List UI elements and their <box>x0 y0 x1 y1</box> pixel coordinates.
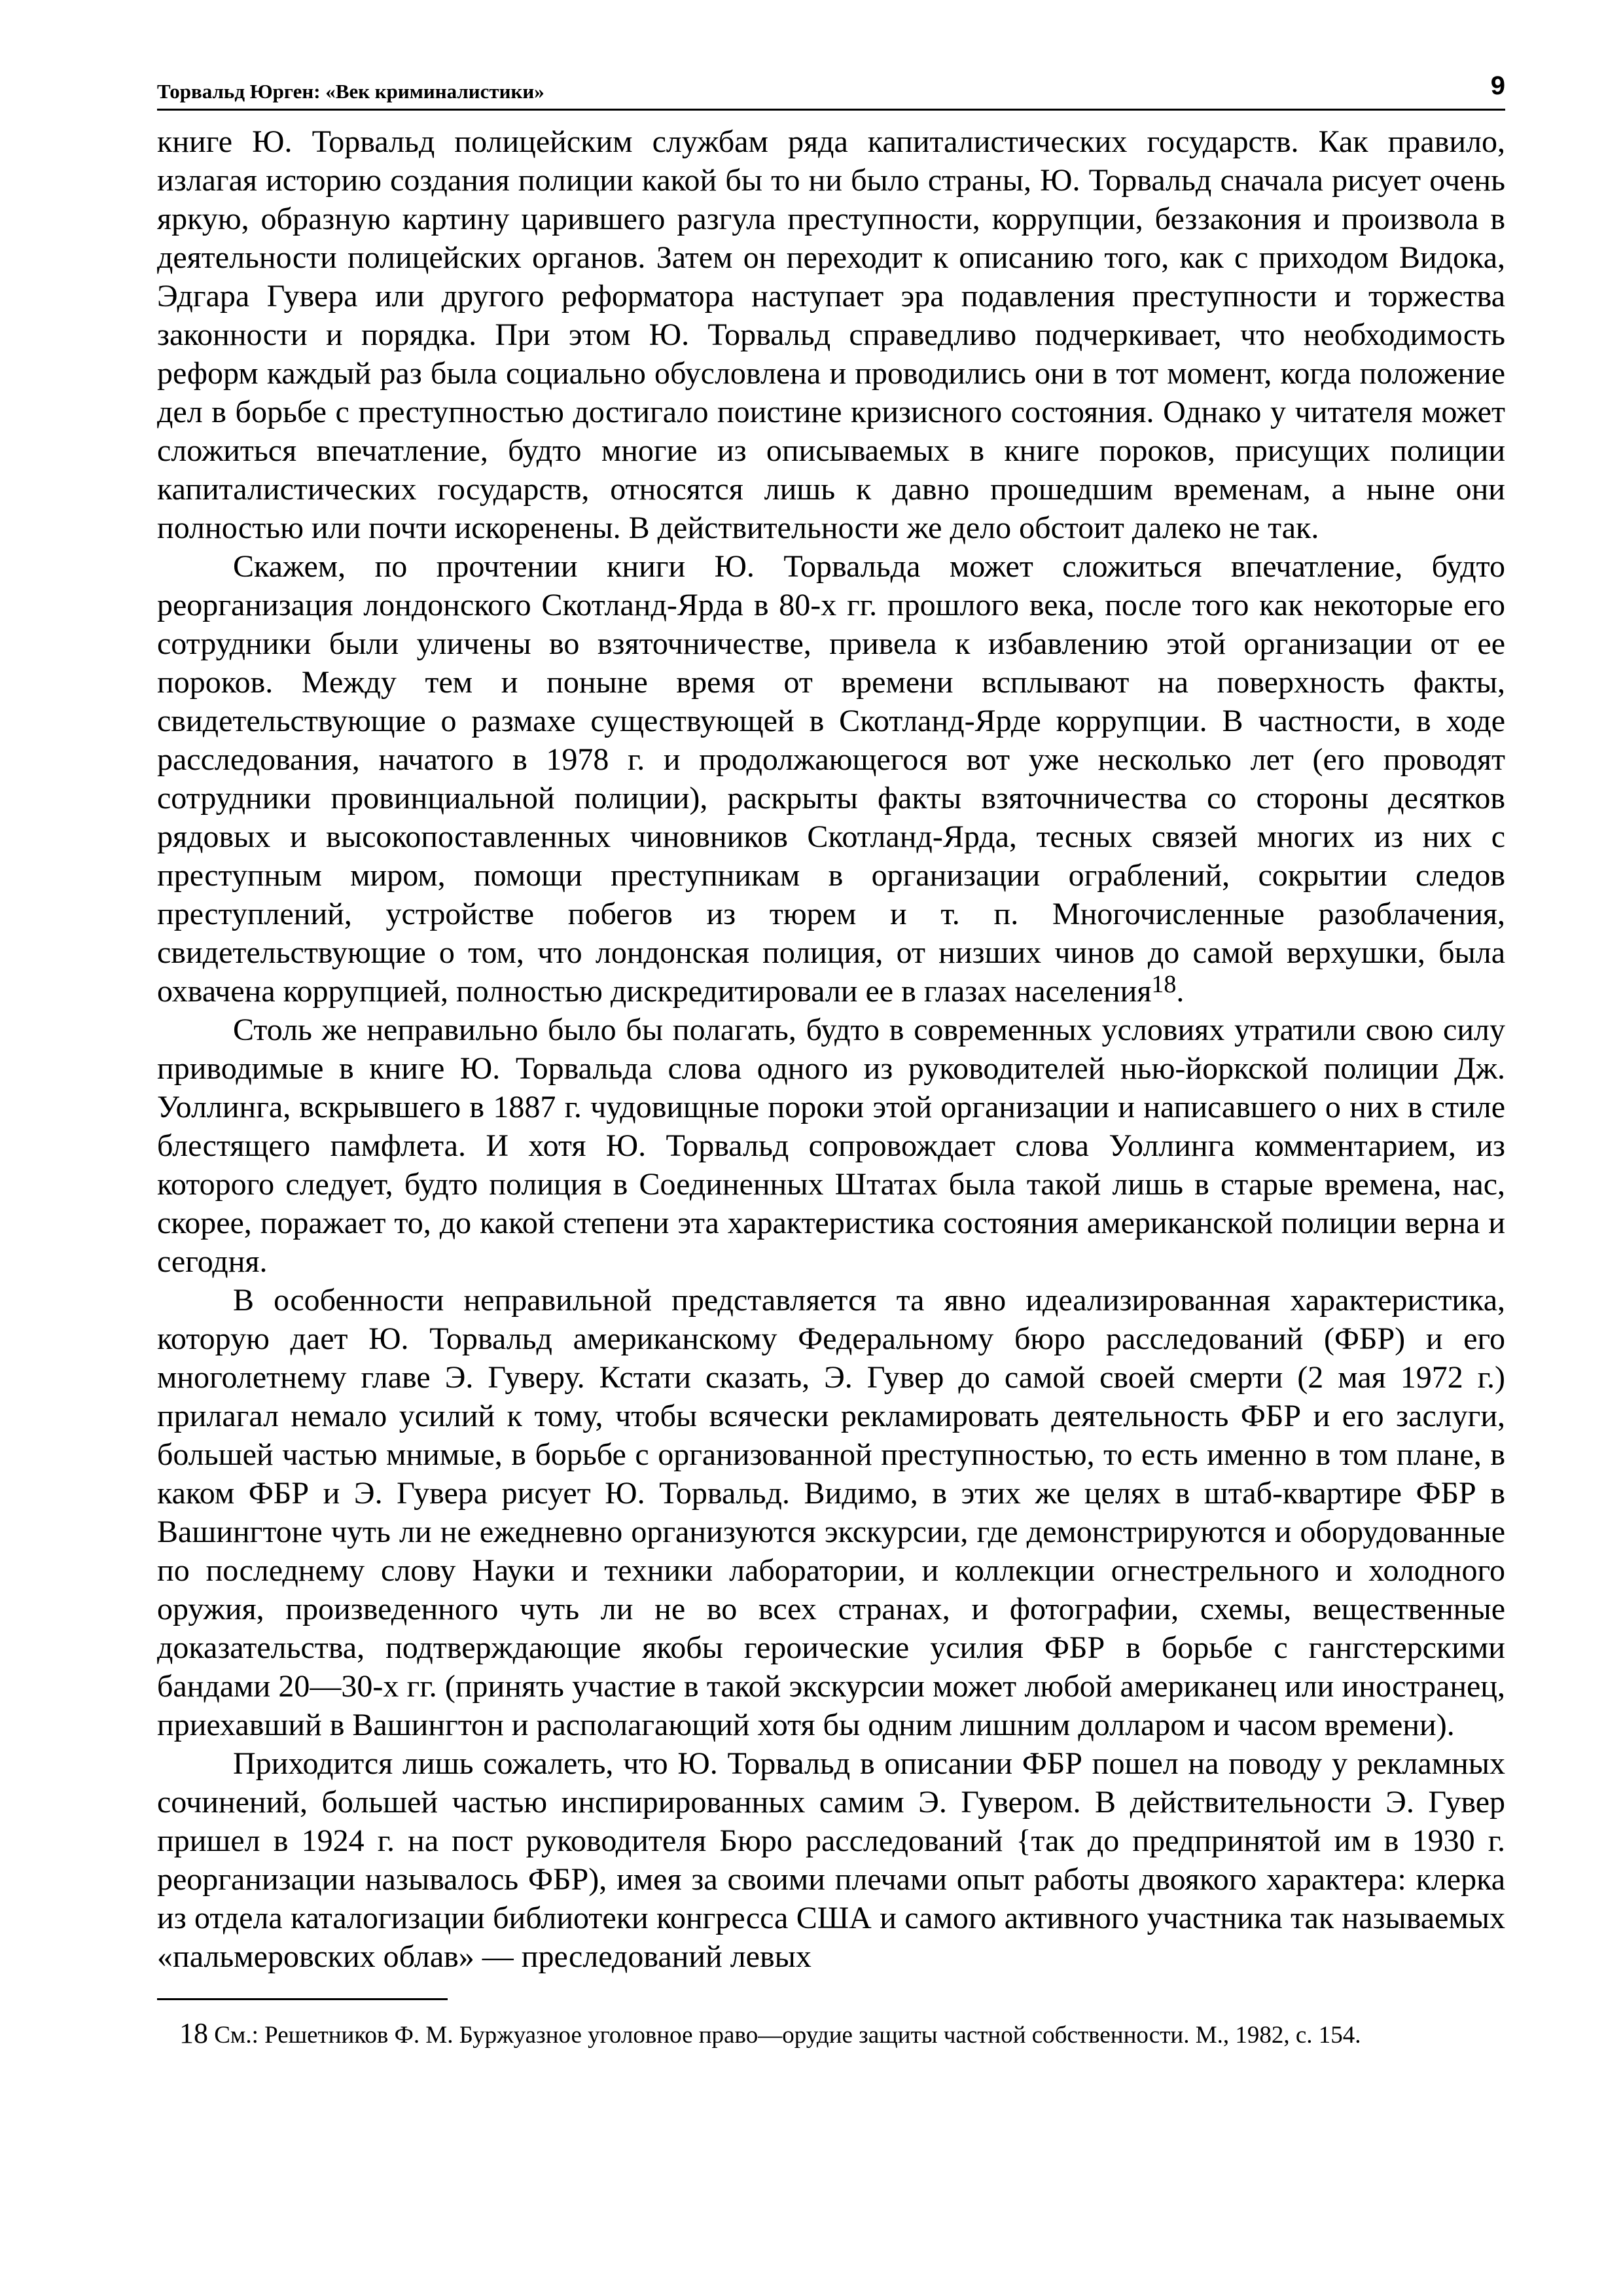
paragraph-4: В особенности неправильной представляется та явно идеализированная характеристика, которую дает Ю. Торвальд американскому Федеральному бюро расследований (ФБР) и его многолетнему главе Э. Гуверу. Кстати сказать, Э. Гувер до самой своей смерти (2 мая 1972 г.) прилагал немало усилий к тому, чтобы всячески рекламировать деятельность ФБР и его заслуги, большей частью мнимые, в борьбе с организованной преступностью, то есть именно в том плане, в каком ФБР и Э. Гувера рисует Ю. Торвальд. Видимо, в этих же целях в штаб-квартире ФБР в Вашингтоне чуть ли не ежедневно организуются экскурсии, где демонстрируются и оборудованные по последнему слову Науки и техники лаборатории, и коллекции огнестрельного и холодного оружия, произведенного чуть ли не во всех странах, и фотографии, схемы, вещественные доказательства, подтверждающие якобы героические усилия ФБР в борьбе с гангстерскими бандами 20—30-х гг. (принять участие в такой экскурсии может любой американец или иностранец, приехавший в Вашингтон и располагающий хотя бы одним лишним долларом и часом времени). <box>157 1283 1505 1742</box>
paragraph-5: Приходится лишь сожалеть, что Ю. Торвальд в описании ФБР пошел на поводу у рекламных сочинений, большей частью инспирированных самим Э. Гувером. В действительности Э. Гувер пришел в 1924 г. на пост руководителя Бюро расследований {так до предпринятой им в 1930 г. реорганизации называлось ФБР), имея за своими плечами опыт работы двоякого характера: клерка из отдела каталогизации библиотеки конгресса США и самого активного участника так называемых «пальмеровских облав» — преследований левых <box>157 1746 1505 1974</box>
footnote-divider <box>157 1998 448 2000</box>
paragraph-1: книге Ю. Торвальд полицейским службам ряда капиталистических государств. Как правило, излагая историю создания полиции какой бы то ни было страны, Ю. Торвальд сначала рисует очень яркую, образную картину царившего разгула преступности, коррупции, беззакония и произвола в деятельности полицейских органов. Затем он переходит к описанию того, как с приходом Видока, Эдгара Гувера или другого реформатора наступает эра подавления преступности и торжества законности и порядка. При этом Ю. Торвальд справедливо подчеркивает, что необходимость реформ каждый раз была социально обусловлена и проводились они в тот момент, когда положение дел в борьбе с преступностью достигало поистине кризисного состояния. Однако у читателя может сложиться впечатление, будто многие из описываемых в книге пороков, присущих полиции капиталистических государств, относятся лишь к давно прошедшим временам, а ныне они полностью или почти искоренены. В действительности же дело обстоит далеко не так. <box>157 124 1505 545</box>
footnote-mark: 18 <box>179 2017 208 2049</box>
paragraph-2-text: Скажем, по прочтении книги Ю. Торвальда может сложиться впечатление, будто реорганизация лондонского Скотланд-Ярда в 80-х гг. прошлого века, после того как некоторые его сотрудники были уличены во взяточничестве, привела к избавлению этой организации от ее пороков. Между тем и поныне время от времени всплывают на поверхность факты, свидетельствующие о размахе существующей в Скотланд-Ярде коррупции. В частности, в ходе расследования, начатого в 1978 г. и продолжающегося вот уже несколько лет (его проводят сотрудники провинциальной полиции), раскрыты факты взяточничества со стороны десятков рядовых и высокопоставленных чиновников Скотланд-Ярда, тесных связей многих из них с преступным миром, помощи преступникам в организации ограблений, сокрытии следов преступлений, устройстве побегов из тюрем и т. п. Многочисленные разоблачения, свидетельствующие о том, что лондонская полиция, от низших чинов до самой верхушки, была охвачена коррупцией, полностью дискредитировали ее в глазах населения <box>157 549 1505 1009</box>
paragraph-2-end: . <box>1176 974 1185 1009</box>
running-header <box>157 65 1505 111</box>
body-text <box>157 122 1505 1976</box>
running-title: Торвальд Юрген: «Век криминалистики» <box>157 80 544 103</box>
paragraph-2 <box>157 547 1505 1011</box>
paragraph-3: Столь же неправильно было бы полагать, будто в современных условиях утратили свою силу приводимые в книге Ю. Торвальда слова одного из руководителей нью-йоркской полиции Дж. Уоллинга, вскрывшего в 1887 г. чудовищные пороки этой организации и написавшего о них в стиле блестящего памфлета. И хотя Ю. Торвальд сопровождает слова Уоллинга комментарием, из которого следует, будто полиция в Соединенных Штатах была такой лишь в старые времена, нас, скорее, поражает то, до какой степени эта характеристика состояния американской полиции верна и сегодня. <box>157 1013 1505 1279</box>
footnote-text: См.: Решетников Ф. М. Буржуазное уголовное право—орудие защиты частной собственности. М., 1982, с. 154. <box>208 2022 1361 2049</box>
footnote-18 <box>157 2017 1505 2052</box>
footnote-reference[interactable]: 18 <box>1151 971 1177 998</box>
page-number: 9 <box>1490 71 1505 100</box>
document-page <box>157 65 1505 2052</box>
